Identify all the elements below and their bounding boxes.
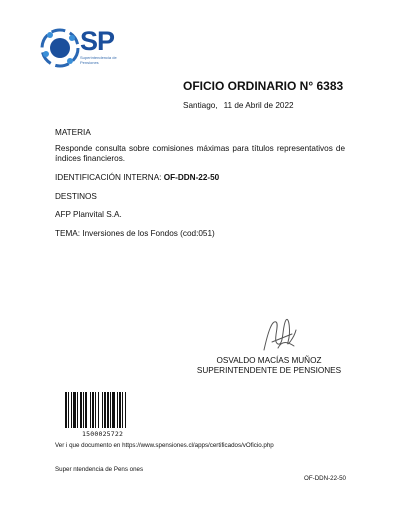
destinos-label: DESTINOS [55, 192, 97, 201]
signer-block [196, 356, 342, 376]
barcode-bar [104, 392, 106, 428]
barcode-bar [83, 392, 84, 428]
materia-label: MATERIA [55, 128, 91, 137]
barcode-bar [90, 392, 91, 428]
barcode-bar [117, 392, 118, 428]
signer-role: SUPERINTENDENTE DE PENSIONES [196, 366, 342, 375]
document-date [183, 101, 294, 110]
materia-text: Responde consulta sobre comisiones máximas para títulos representativos de índices financieros. [55, 144, 345, 163]
barcode-bar [122, 392, 123, 428]
identificacion-interna [55, 173, 219, 182]
barcode-bar [80, 392, 82, 428]
logo-text: SP [80, 26, 115, 56]
barcode-bar [95, 392, 96, 428]
barcode-bar [119, 392, 121, 428]
barcode-bar [65, 392, 67, 428]
barcode-icon [65, 392, 147, 428]
signer-name: OSVALDO MACÍAS MUÑOZ [216, 356, 322, 365]
signature-icon [258, 312, 302, 356]
barcode-bar [112, 392, 115, 428]
barcode-bar [92, 392, 94, 428]
barcode-bar [98, 392, 99, 428]
destinatario: AFP Planvital S.A. [55, 210, 122, 219]
barcode-bar [85, 392, 87, 428]
barcode-bar [71, 392, 72, 428]
barcode-bar [107, 392, 109, 428]
barcode-bar [68, 392, 69, 428]
footer-organization: Super ntendencia de Pens ones [55, 466, 144, 473]
date-value: 11 de Abril de 2022 [223, 101, 294, 110]
logo-subtext: Superintendencia de Pensiones [80, 55, 117, 65]
barcode-bar [102, 392, 103, 428]
verification-text[interactable]: Ver i que documento en https://www.spensiones.cl/apps/certificados/vOficio.php [55, 442, 274, 449]
barcode-bar [73, 392, 76, 428]
barcode-bar [110, 392, 111, 428]
barcode-bar [77, 392, 78, 428]
tema: TEMA: Inversiones de los Fondos (cod:051) [55, 229, 215, 238]
date-city: Santiago, [183, 101, 218, 110]
barcode-number: 1500025722 [82, 430, 124, 438]
document-title: OFICIO ORDINARIO N° 6383 [183, 79, 344, 93]
ident-label: IDENTIFICACIÓN INTERNA: [55, 173, 162, 182]
barcode-bar [125, 392, 126, 428]
footer-reference: OF-DDN-22-50 [304, 475, 346, 482]
ident-value: OF-DDN-22-50 [163, 173, 220, 182]
